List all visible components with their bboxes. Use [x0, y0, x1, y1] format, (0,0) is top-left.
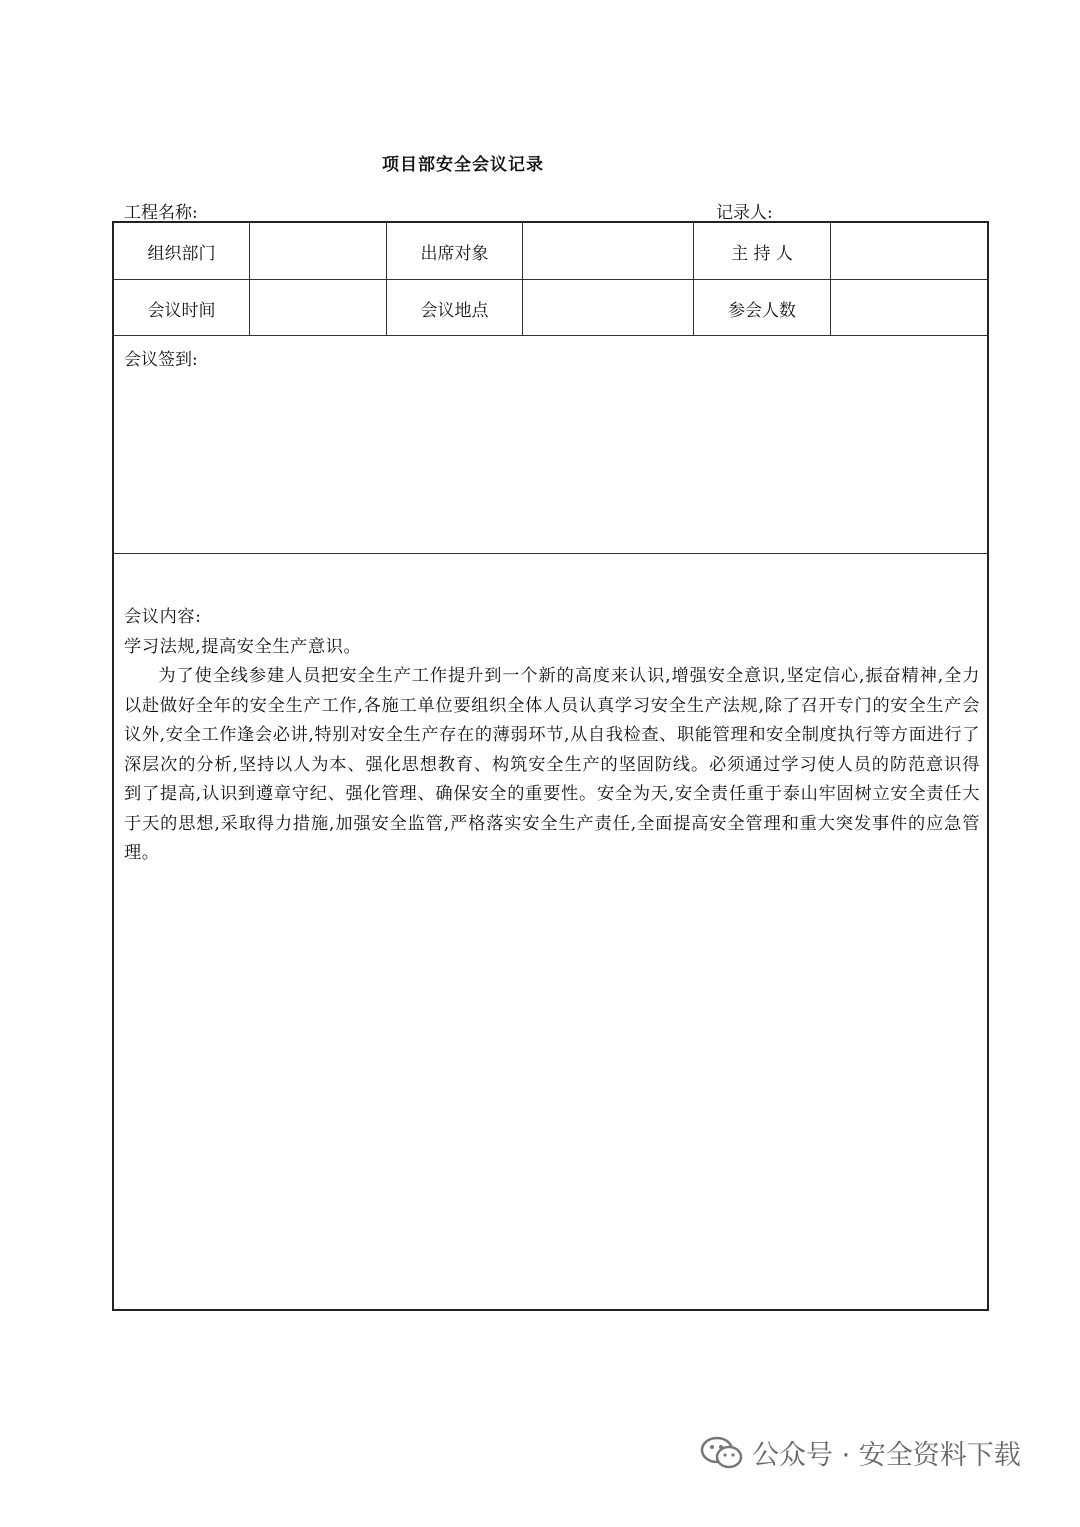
wechat-icon	[700, 1436, 744, 1470]
section-divider	[114, 553, 987, 554]
participant-count-label: 参会人数	[728, 300, 796, 321]
signin-label: 会议签到:	[124, 350, 198, 370]
attendees-value[interactable]	[523, 223, 693, 279]
project-name-label: 工程名称:	[124, 203, 198, 223]
content-heading: 学习法规,提高安全生产意识。	[124, 636, 362, 657]
watermark	[700, 1433, 1021, 1472]
org-dept-label: 组织部门	[147, 243, 216, 264]
org-dept-value[interactable]	[250, 223, 386, 279]
watermark-text: 公众号 · 安全资料下载	[752, 1440, 1021, 1471]
host-value[interactable]	[831, 223, 987, 279]
host-label: 主 持 人	[731, 243, 793, 264]
attendees-label: 出席对象	[420, 243, 489, 264]
content-label: 会议内容:	[124, 607, 202, 627]
meeting-content	[124, 603, 980, 869]
participant-count-value[interactable]	[831, 280, 987, 336]
recorder-label: 记录人:	[716, 203, 773, 223]
content-body: 为了使全线参建人员把安全生产工作提升到一个新的高度来认识,增强安全意识,坚定信心,振奋精神,全力以赴做好全年的安全生产工作,各施工单位要组织全体人员认真学习安全生产法规,除了召开专门的安全生产会议外,安全工作逢会必讲,特别对安全生产存在的薄弱环节,从自我检查、职能管理和安全制度执行等方面进行了深层次的分析,坚持以人为本、强化思想教育、构筑安全生产的坚固防线。必须通过学习使人员的防范意识得到了提高,认识到遵章守纪、强化管理、确保安全的重要性。安全为天,安全责任重于泰山牢固树立安全责任大于天的思想,采取得力措施,加强安全监管,严格落实安全生产责任,全面提高安全管理和重大突发事件的应急管理。	[124, 666, 980, 863]
meeting-time-label: 会议时间	[147, 300, 216, 321]
meeting-place-label: 会议地点	[420, 300, 489, 321]
meeting-place-value[interactable]	[523, 280, 693, 336]
document-title: 项目部安全会议记录	[382, 155, 544, 175]
meeting-time-value[interactable]	[250, 280, 386, 336]
meeting-record-form	[112, 221, 989, 1311]
